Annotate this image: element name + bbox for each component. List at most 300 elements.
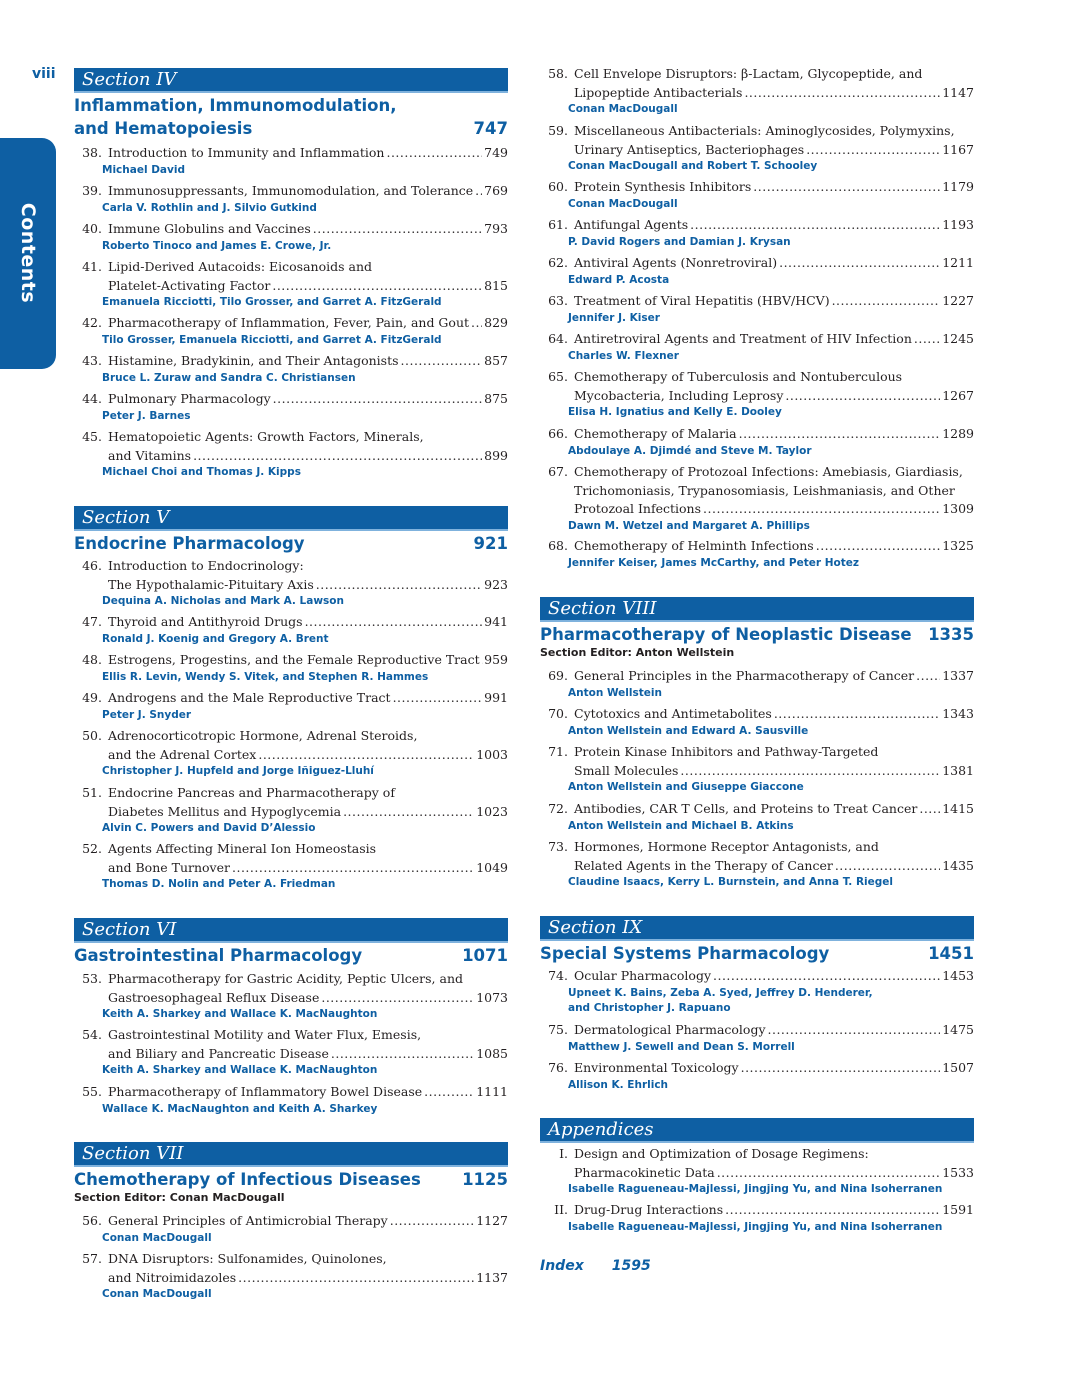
leader-dots [703, 500, 940, 519]
section-start-page: 1125 [462, 1170, 508, 1189]
chapter-number: 45. [82, 429, 102, 444]
leader-dots [744, 84, 940, 103]
leader-dots [273, 390, 482, 409]
leader-dots [331, 1045, 474, 1064]
leader-dots [806, 141, 940, 160]
leader-dots [916, 667, 940, 686]
chapter-page: 1591 [942, 1202, 974, 1217]
chapter-entry[interactable] [540, 967, 974, 1016]
chapter-number: 42. [82, 315, 102, 330]
chapter-title: Design and Optimization of Dosage Regimens: [574, 1146, 869, 1161]
chapter-authors: Ellis R. Levin, Wendy S. Vitek, and Stephen R. Hammes [102, 670, 429, 683]
chapter-authors: Roberto Tinoco and James E. Crowe, Jr. [102, 239, 332, 252]
chapter-entry[interactable] [540, 838, 974, 890]
chapter-page: 1337 [942, 668, 974, 683]
chapter-title-line [74, 182, 508, 201]
chapter-title-line [74, 1269, 508, 1288]
chapter-authors: Anton Wellstein [568, 686, 662, 699]
chapter-authors: P. David Rogers and Damian J. Krysan [568, 235, 791, 248]
chapter-entry[interactable] [540, 178, 974, 212]
section-header-s9 [540, 916, 974, 965]
chapter-title: General Principles in the Pharmacotherapy of Cancer [574, 668, 915, 683]
chapter-title-line [74, 1250, 508, 1269]
chapter-number: 40. [82, 221, 102, 236]
chapter-number: 75. [548, 1022, 568, 1037]
chapter-title: and Bone Turnover [108, 859, 230, 875]
leader-dots [482, 651, 483, 670]
section-label: Section IX [540, 916, 974, 941]
chapter-title-line [74, 258, 508, 277]
chapter-entry[interactable] [74, 840, 508, 892]
chapter-page: 1435 [942, 857, 974, 873]
chapter-page: 1111 [476, 1084, 508, 1099]
chapter-title: Mycobacteria, Including Leprosy [574, 387, 784, 403]
chapter-title-line [540, 463, 974, 482]
chapter-title-line [74, 1083, 508, 1102]
chapter-title: Hematopoietic Agents: Growth Factors, Minerals, [108, 429, 424, 444]
chapter-title-line [74, 989, 508, 1008]
chapter-title: Lipopeptide Antibacterials [574, 84, 743, 100]
chapter-title-line [74, 840, 508, 859]
chapter-title-line [74, 220, 508, 239]
chapter-authors: Conan MacDougall [568, 103, 678, 115]
chapter-authors: Conan MacDougall and Robert T. Schooley [568, 160, 818, 172]
chapter-title-line [540, 254, 974, 273]
leader-dots [785, 387, 940, 406]
chapter-number: 60. [548, 179, 568, 194]
chapter-page: 1003 [476, 746, 508, 762]
chapter-entry[interactable] [540, 65, 974, 117]
chapter-title: Introduction to Immunity and Inflammation [108, 145, 385, 160]
chapter-title: Protozoal Infections [574, 501, 702, 516]
chapter-entry[interactable] [74, 1083, 508, 1117]
chapter-entry[interactable] [540, 800, 974, 834]
chapter-entry[interactable] [74, 651, 508, 685]
leader-dots [258, 746, 474, 765]
chapter-title: Agents Affecting Mineral Ion Homeostasis [108, 841, 377, 856]
chapter-page: 899 [484, 447, 508, 463]
chapter-title-line [540, 667, 974, 686]
section-start-page: 921 [473, 534, 508, 553]
chapter-title: Treatment of Viral Hepatitis (HBV/HCV) [574, 293, 830, 308]
chapter-number: 48. [82, 652, 102, 667]
chapter-title: Cytotoxics and Antimetabolites [574, 706, 772, 721]
chapter-authors: Jennifer J. Kiser [568, 311, 660, 324]
chapter-title-line [540, 500, 974, 519]
chapter-entry[interactable] [74, 613, 508, 647]
chapter-title-line [74, 651, 508, 670]
chapter-title-line [74, 784, 508, 803]
chapter-entry[interactable] [540, 292, 974, 326]
chapter-entry[interactable] [74, 1026, 508, 1078]
chapter-number: 71. [548, 744, 568, 759]
chapter-number: 69. [548, 668, 568, 683]
chapter-title-line [74, 803, 508, 822]
section-header-s8 [540, 597, 974, 660]
leader-dots [919, 800, 940, 819]
chapter-entry[interactable] [540, 705, 974, 739]
chapter-title-line [540, 368, 974, 387]
chapter-title-line [540, 482, 974, 501]
chapter-authors: Conan MacDougall [102, 1231, 212, 1244]
chapter-number: 62. [548, 255, 568, 270]
chapter-title: Platelet-Activating Factor [108, 277, 271, 293]
chapter-entry[interactable] [74, 258, 508, 310]
chapter-page: 1167 [942, 141, 974, 157]
chapter-number: 76. [548, 1060, 568, 1075]
chapter-number: 55. [82, 1084, 102, 1099]
chapter-page: 1267 [942, 387, 974, 403]
chapter-title-line [74, 314, 508, 333]
chapter-number: 70. [548, 706, 568, 721]
leader-dots [832, 292, 941, 311]
chapter-authors: Ronald J. Koenig and Gregory A. Brent [102, 632, 329, 645]
section-start-page: 747 [473, 119, 508, 138]
chapter-number: 59. [548, 123, 568, 138]
chapter-entry[interactable] [74, 970, 508, 1022]
chapter-title-line [74, 1026, 508, 1045]
chapter-entry[interactable] [74, 1212, 508, 1246]
chapter-title-line [540, 1164, 974, 1183]
chapter-page: 941 [484, 614, 508, 629]
leader-dots [424, 1083, 474, 1102]
chapter-entry[interactable] [74, 1250, 508, 1302]
chapter-title-line [540, 65, 974, 84]
chapter-title: Miscellaneous Antibacterials: Aminoglycosides, Polymyxins, [574, 123, 955, 138]
chapter-authors: Upneet K. Bains, Zeba A. Syed, Jeffrey D. Henderer, [568, 986, 873, 999]
chapter-page: 959 [484, 652, 508, 667]
chapter-title-line [540, 1021, 974, 1040]
chapter-title: Estrogens, Progestins, and the Female Reproductive Tract [108, 652, 480, 667]
chapter-entry[interactable] [74, 314, 508, 348]
leader-dots [835, 857, 940, 876]
chapter-page: 1085 [476, 1045, 508, 1061]
chapter-entry[interactable] [74, 220, 508, 254]
leader-dots [779, 254, 940, 273]
chapter-authors: Michael Choi and Thomas J. Kipps [102, 466, 301, 478]
chapter-title-line [540, 141, 974, 160]
chapter-page: 1415 [942, 801, 974, 816]
chapter-authors: Anton Wellstein and Edward A. Sausville [568, 724, 809, 737]
chapter-authors: Tilo Grosser, Emanuela Ricciotti, and Garret A. FitzGerald [102, 333, 442, 346]
chapter-authors: Christopher J. Hupfeld and Jorge Iñiguez-Lluhí [102, 765, 374, 777]
chapter-title: Cell Envelope Disruptors: β-Lactam, Glycopeptide, and [574, 66, 923, 81]
chapter-entry[interactable] [540, 368, 974, 420]
leader-dots [386, 144, 482, 163]
chapter-number: 66. [548, 426, 568, 441]
chapter-authors: Elisa H. Ignatius and Kelly E. Dooley [568, 406, 782, 418]
section-title [540, 942, 974, 965]
leader-dots [768, 1021, 941, 1040]
chapter-number: 74. [548, 968, 568, 983]
chapter-title-line [540, 292, 974, 311]
chapter-number: 51. [82, 785, 102, 800]
chapter-entry[interactable] [540, 1059, 974, 1093]
chapter-page: 857 [484, 353, 508, 368]
chapter-title: Chemotherapy of Helminth Infections [574, 538, 814, 553]
chapter-entry[interactable] [74, 144, 508, 178]
chapter-title: Urinary Antiseptics, Bacteriophages [574, 141, 805, 157]
section-title [74, 944, 508, 967]
section-title-text: Chemotherapy of Infectious Diseases [74, 1170, 421, 1189]
chapter-authors: Bruce L. Zuraw and Sandra C. Christiansen [102, 371, 356, 384]
chapter-title: Gastrointestinal Motility and Water Flux, Emesis, [108, 1027, 422, 1042]
chapter-entry[interactable] [540, 216, 974, 250]
chapter-authors: Alvin C. Powers and David D’Alessio [102, 822, 316, 834]
chapter-title: Protein Kinase Inhibitors and Pathway-Targeted [574, 744, 879, 759]
chapter-title-line [540, 857, 974, 876]
chapter-title-line [540, 743, 974, 762]
chapter-title-line [74, 557, 508, 576]
section-header-s6 [74, 918, 508, 967]
chapter-page: 1127 [476, 1213, 508, 1228]
leader-dots [680, 762, 940, 781]
chapter-title: and Biliary and Pancreatic Disease [108, 1045, 329, 1061]
chapter-page: 1023 [476, 803, 508, 819]
section-title [540, 623, 974, 646]
chapter-entry[interactable] [74, 727, 508, 779]
chapter-entry[interactable] [74, 557, 508, 609]
leader-dots [725, 1201, 940, 1220]
chapter-title: Adrenocorticotropic Hormone, Adrenal Steroids, [108, 728, 418, 743]
chapter-title: Drug-Drug Interactions [574, 1202, 724, 1217]
leader-dots [238, 1269, 474, 1288]
chapter-entry[interactable] [74, 784, 508, 836]
chapter-authors: Dequina A. Nicholas and Mark A. Lawson [102, 595, 344, 607]
chapter-entry[interactable] [540, 330, 974, 364]
leader-dots [475, 182, 482, 201]
leader-dots [390, 1212, 474, 1231]
chapter-authors: Conan MacDougall [102, 1288, 212, 1300]
leader-dots [232, 859, 474, 878]
chapter-title-line [540, 1201, 974, 1220]
leader-dots [321, 989, 474, 1008]
chapter-entry[interactable] [540, 254, 974, 288]
chapter-page: 1073 [476, 989, 508, 1005]
chapter-title: Antifungal Agents [574, 217, 689, 232]
chapter-title-line [74, 859, 508, 878]
leader-dots [401, 352, 483, 371]
chapter-page: 749 [484, 145, 508, 160]
chapter-entry[interactable] [74, 390, 508, 424]
chapter-page: 923 [484, 576, 508, 592]
chapter-title-line [74, 447, 508, 466]
chapter-title-line [540, 705, 974, 724]
chapter-number: II. [554, 1202, 568, 1217]
leader-dots [343, 803, 474, 822]
section-start-page: 1451 [928, 944, 974, 963]
leader-dots [305, 613, 483, 632]
chapter-title: Diabetes Mellitus and Hypoglycemia [108, 803, 342, 819]
chapter-number: 50. [82, 728, 102, 743]
chapter-title-line [74, 1045, 508, 1064]
chapter-title: Androgens and the Male Reproductive Tract [108, 690, 391, 705]
chapter-authors: Anton Wellstein and Giuseppe Giaccone [568, 781, 804, 793]
leader-dots [774, 705, 940, 724]
chapter-entry[interactable] [540, 463, 974, 534]
chapter-number: 49. [82, 690, 102, 705]
chapter-number: 63. [548, 293, 568, 308]
section-title-text: Endocrine Pharmacology [74, 534, 305, 553]
chapter-title: and Nitroimidazoles [108, 1269, 237, 1285]
chapter-title-line [540, 178, 974, 197]
index-page: 1595 [611, 1258, 651, 1274]
chapter-entry[interactable] [540, 1021, 974, 1055]
chapter-page: 1325 [942, 538, 974, 553]
chapter-entry[interactable] [540, 1201, 974, 1235]
chapter-number: 52. [82, 841, 102, 856]
chapter-title-line [74, 970, 508, 989]
leader-dots [316, 576, 482, 595]
section-title-text: Inflammation, Immunomodulation, and Hematopoiesis [74, 96, 397, 138]
chapter-title-line [540, 387, 974, 406]
chapter-page: 991 [484, 690, 508, 705]
chapter-number: 38. [82, 145, 102, 160]
chapter-title: Trichomoniasis, Trypanosomiasis, Leishmaniasis, and Other [574, 482, 955, 498]
section-start-page: 1071 [462, 946, 508, 965]
index-entry[interactable] [540, 1258, 651, 1274]
chapter-authors: Wallace K. MacNaughton and Keith A. Sharkey [102, 1102, 378, 1115]
chapter-title-line [74, 390, 508, 409]
chapter-authors: and Christopher J. Rapuano [568, 1001, 731, 1014]
chapter-title-line [540, 122, 974, 141]
chapter-entry[interactable] [540, 1145, 974, 1197]
chapter-number: I. [559, 1146, 568, 1161]
chapter-page: 1289 [942, 426, 974, 441]
chapter-entry[interactable] [74, 352, 508, 386]
chapter-entry[interactable] [540, 667, 974, 701]
chapter-authors: Edward P. Acosta [568, 273, 670, 286]
chapter-number: 58. [548, 66, 568, 81]
chapter-title: Endocrine Pancreas and Pharmacotherapy of [108, 785, 395, 800]
section-header-app [540, 1118, 974, 1143]
chapter-page: 829 [484, 315, 508, 330]
chapter-number: 54. [82, 1027, 102, 1042]
chapter-title: Dermatological Pharmacology [574, 1022, 766, 1037]
chapter-title: Introduction to Endocrinology: [108, 558, 304, 573]
chapter-title: Pharmacokinetic Data [574, 1164, 715, 1180]
chapter-authors: Matthew J. Sewell and Dean S. Morrell [568, 1040, 795, 1053]
chapter-title: Related Agents in the Therapy of Cancer [574, 857, 833, 873]
chapter-authors: Thomas D. Nolin and Peter A. Friedman [102, 878, 336, 890]
chapter-authors: Charles W. Flexner [568, 349, 679, 362]
chapter-number: 41. [82, 259, 102, 274]
section-label: Section VI [74, 918, 508, 943]
section-header-s5 [74, 506, 508, 555]
chapter-title: Protein Synthesis Inhibitors [574, 179, 752, 194]
chapter-title: Thyroid and Antithyroid Drugs [108, 614, 303, 629]
chapter-page: 1227 [942, 293, 974, 308]
section-label: Section VII [74, 1142, 508, 1167]
leader-dots [717, 1164, 941, 1183]
chapter-page: 1507 [942, 1060, 974, 1075]
chapter-page: 1245 [942, 331, 974, 346]
section-editor: Section Editor: Anton Wellstein [540, 646, 735, 659]
chapter-entry[interactable] [540, 537, 974, 571]
contents-side-tab [0, 138, 56, 369]
section-label: Section V [74, 506, 508, 531]
leader-dots [753, 178, 940, 197]
chapter-authors: Anton Wellstein and Michael B. Atkins [568, 819, 794, 832]
chapter-authors: Keith A. Sharkey and Wallace K. MacNaughton [102, 1008, 378, 1020]
chapter-number: 72. [548, 801, 568, 816]
chapter-authors: Isabelle Ragueneau-Majlessi, Jingjing Yu, and Nina Isoherranen [568, 1220, 943, 1233]
chapter-title-line [540, 800, 974, 819]
page-number: viii [32, 66, 56, 82]
section-label: Section IV [74, 68, 508, 93]
chapter-page: 1453 [942, 968, 974, 983]
chapter-title: and the Adrenal Cortex [108, 746, 257, 762]
chapter-title: Chemotherapy of Protozoal Infections: Amebiasis, Giardiasis, [574, 464, 963, 479]
chapter-title: DNA Disruptors: Sulfonamides, Quinolones, [108, 1251, 387, 1266]
chapter-authors: Abdoulaye A. Djimdé and Steve M. Taylor [568, 444, 812, 457]
leader-dots [713, 967, 940, 986]
chapter-entry[interactable] [540, 425, 974, 459]
chapter-authors: Carla V. Rothlin and J. Silvio Gutkind [102, 201, 317, 214]
chapter-title: Immunosuppressants, Immunomodulation, and Tolerance [108, 183, 474, 198]
chapter-authors: Conan MacDougall [568, 197, 678, 210]
section-editor: Section Editor: Conan MacDougall [74, 1191, 285, 1204]
section-label: Appendices [540, 1118, 974, 1143]
leader-dots [914, 330, 940, 349]
leader-dots [739, 425, 941, 444]
chapter-number: 65. [548, 369, 568, 384]
chapter-number: 67. [548, 464, 568, 479]
chapter-authors: Jennifer Keiser, James McCarthy, and Peter Hotez [568, 556, 859, 569]
chapter-entry[interactable] [540, 122, 974, 174]
chapter-title: Pharmacotherapy of Inflammation, Fever, Pain, and Gout [108, 315, 470, 330]
section-header-s7 [74, 1142, 508, 1205]
leader-dots [471, 314, 482, 333]
chapter-title: Hormones, Hormone Receptor Antagonists, and [574, 839, 879, 854]
chapter-title: Gastroesophageal Reflux Disease [108, 989, 320, 1005]
chapter-entry[interactable] [540, 743, 974, 795]
chapter-number: 57. [82, 1251, 102, 1266]
chapter-page: 1137 [476, 1269, 508, 1285]
chapter-page: 1179 [942, 179, 974, 194]
section-title [74, 532, 508, 555]
chapter-entry[interactable] [74, 689, 508, 723]
leader-dots [193, 447, 482, 466]
chapter-title: Environmental Toxicology [574, 1060, 739, 1075]
chapter-title-line [74, 746, 508, 765]
chapter-authors: Emanuela Ricciotti, Tilo Grosser, and Garret A. FitzGerald [102, 296, 442, 308]
chapter-number: 47. [82, 614, 102, 629]
chapter-title-line [74, 1212, 508, 1231]
chapter-page: 769 [484, 183, 508, 198]
chapter-page: 1343 [942, 706, 974, 721]
leader-dots [313, 220, 482, 239]
chapter-title: Immune Globulins and Vaccines [108, 221, 311, 236]
chapter-title-line [540, 425, 974, 444]
index-label: Index [540, 1258, 584, 1274]
section-header-s4 [74, 68, 508, 140]
chapter-title-line [540, 838, 974, 857]
section-title-text: Gastrointestinal Pharmacology [74, 946, 363, 965]
chapter-entry[interactable] [74, 428, 508, 480]
chapter-title-line [540, 537, 974, 556]
chapter-title: Chemotherapy of Tuberculosis and Nontuberculous [574, 369, 903, 384]
chapter-title-line [74, 277, 508, 296]
chapter-page: 1211 [942, 255, 974, 270]
chapter-title: Lipid-Derived Autacoids: Eicosanoids and [108, 259, 373, 274]
chapter-authors: Peter J. Snyder [102, 708, 192, 721]
chapter-title-line [74, 689, 508, 708]
chapter-title: Pulmonary Pharmacology [108, 391, 271, 406]
chapter-entry[interactable] [74, 182, 508, 216]
chapter-title: Antiretroviral Agents and Treatment of HIV Infection [574, 331, 912, 346]
chapter-number: 46. [82, 558, 102, 573]
